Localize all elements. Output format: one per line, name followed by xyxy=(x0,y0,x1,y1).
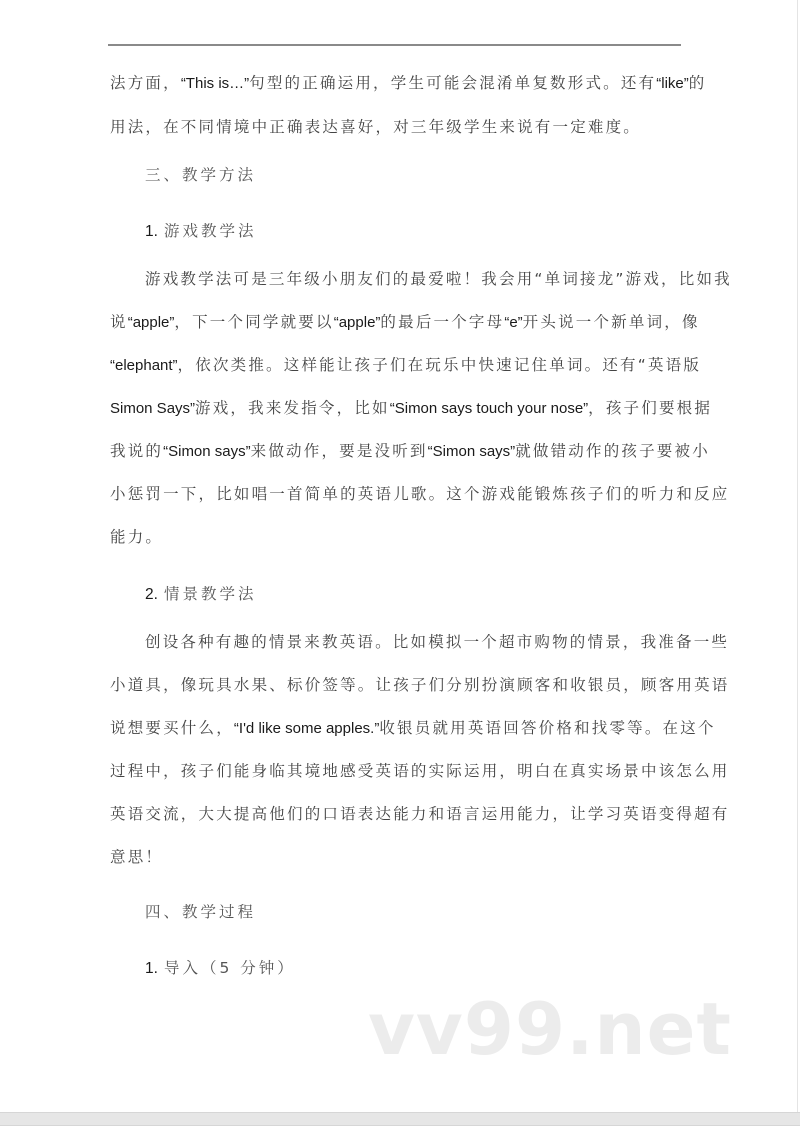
paragraph-line xyxy=(110,527,690,547)
text: 来做动作，要是没听到 xyxy=(250,442,428,460)
paragraph-line xyxy=(145,269,732,289)
subsection-heading xyxy=(145,221,725,242)
english-text: Simon Says” xyxy=(110,400,196,417)
text: 用法，在不同情境中正确表达喜好，对三年级学生来说有一定难度。 xyxy=(110,118,642,136)
paragraph-line xyxy=(110,355,702,376)
text: 英语交流，大大提高他们的口语表达能力和语言运用能力，让学习英语变得超有 xyxy=(110,805,730,823)
text: 游戏教学法可是三年级小朋友们的最爱啦！我会用“单词接龙”游戏，比如我 xyxy=(145,270,732,288)
text: ，依次类推。这样能让孩子们在玩乐中快速记住单词。还有“英语版 xyxy=(177,356,702,374)
paragraph-line xyxy=(110,398,713,419)
text: 的 xyxy=(688,74,707,92)
paragraph-line xyxy=(110,761,730,781)
text: ，下一个同学就要以 xyxy=(174,313,334,331)
subsection-title: 情景教学法 xyxy=(163,585,257,603)
english-text: “apple” xyxy=(127,314,175,331)
paragraph-line xyxy=(110,675,730,695)
section-heading: 四、教学过程 xyxy=(145,903,257,921)
text: 意思！ xyxy=(110,848,164,866)
text: 说想要买什么， xyxy=(110,719,234,737)
text: 的最后一个字母 xyxy=(380,313,505,331)
text: 说 xyxy=(110,313,128,331)
paragraph-line xyxy=(110,847,690,867)
paragraph-line xyxy=(110,804,730,824)
paragraph-line xyxy=(110,718,716,739)
subsection-number: 1. xyxy=(145,223,158,240)
text: 句型的正确运用，学生可能会混淆单复数形式。还有 xyxy=(249,74,657,92)
section-heading: 三、教学方法 xyxy=(145,166,257,184)
paragraph-line xyxy=(110,73,707,94)
english-text: “I'd like some apples.” xyxy=(233,720,380,737)
english-text: “Simon says touch your nose” xyxy=(389,400,589,417)
text: 就做错动作的孩子要被小 xyxy=(515,442,710,460)
english-text: “apple” xyxy=(333,314,381,331)
subsection-title: 导入（5 分钟） xyxy=(163,959,296,977)
text: 小道具，像玩具水果、标价签等。让孩子们分别扮演顾客和收银员，顾客用英语 xyxy=(110,676,730,694)
paragraph-line xyxy=(110,484,730,504)
text: 创设各种有趣的情景来教英语。比如模拟一个超市购物的情景，我准备一些 xyxy=(145,633,730,651)
header-rule xyxy=(108,44,681,46)
text: 游戏，我来发指令，比如 xyxy=(195,399,390,417)
subsection-number: 1. xyxy=(145,960,158,977)
english-text: “like” xyxy=(656,75,689,92)
subsection-title: 游戏教学法 xyxy=(163,222,257,240)
text: ，孩子们要根据 xyxy=(588,399,713,417)
english-text: “This is…” xyxy=(180,75,250,92)
text: 能力。 xyxy=(110,528,164,546)
subsection-heading xyxy=(145,958,725,979)
page-separator xyxy=(0,1112,800,1126)
english-text: “e” xyxy=(504,314,523,331)
paragraph-line xyxy=(110,117,690,137)
english-text: “Simon says” xyxy=(163,443,251,460)
paragraph-line xyxy=(145,632,730,652)
text: 开头说一个新单词，像 xyxy=(522,313,700,331)
english-text: “Simon says” xyxy=(427,443,516,460)
text: 我说的 xyxy=(110,442,164,460)
subsection-heading xyxy=(145,584,725,605)
text: 法方面， xyxy=(110,74,181,92)
text: 收银员就用英语回答价格和找零等。在这个 xyxy=(379,719,716,737)
text: 过程中，孩子们能身临其境地感受英语的实际运用，明白在真实场景中该怎么用 xyxy=(110,762,730,780)
paragraph-line xyxy=(110,312,700,333)
text: 小惩罚一下，比如唱一首简单的英语儿歌。这个游戏能锻炼孩子们的听力和反应 xyxy=(110,485,730,503)
watermark: vv99.net xyxy=(368,987,732,1071)
subsection-number: 2. xyxy=(145,586,158,603)
paragraph-line xyxy=(110,441,710,462)
english-text: “elephant” xyxy=(110,357,178,374)
